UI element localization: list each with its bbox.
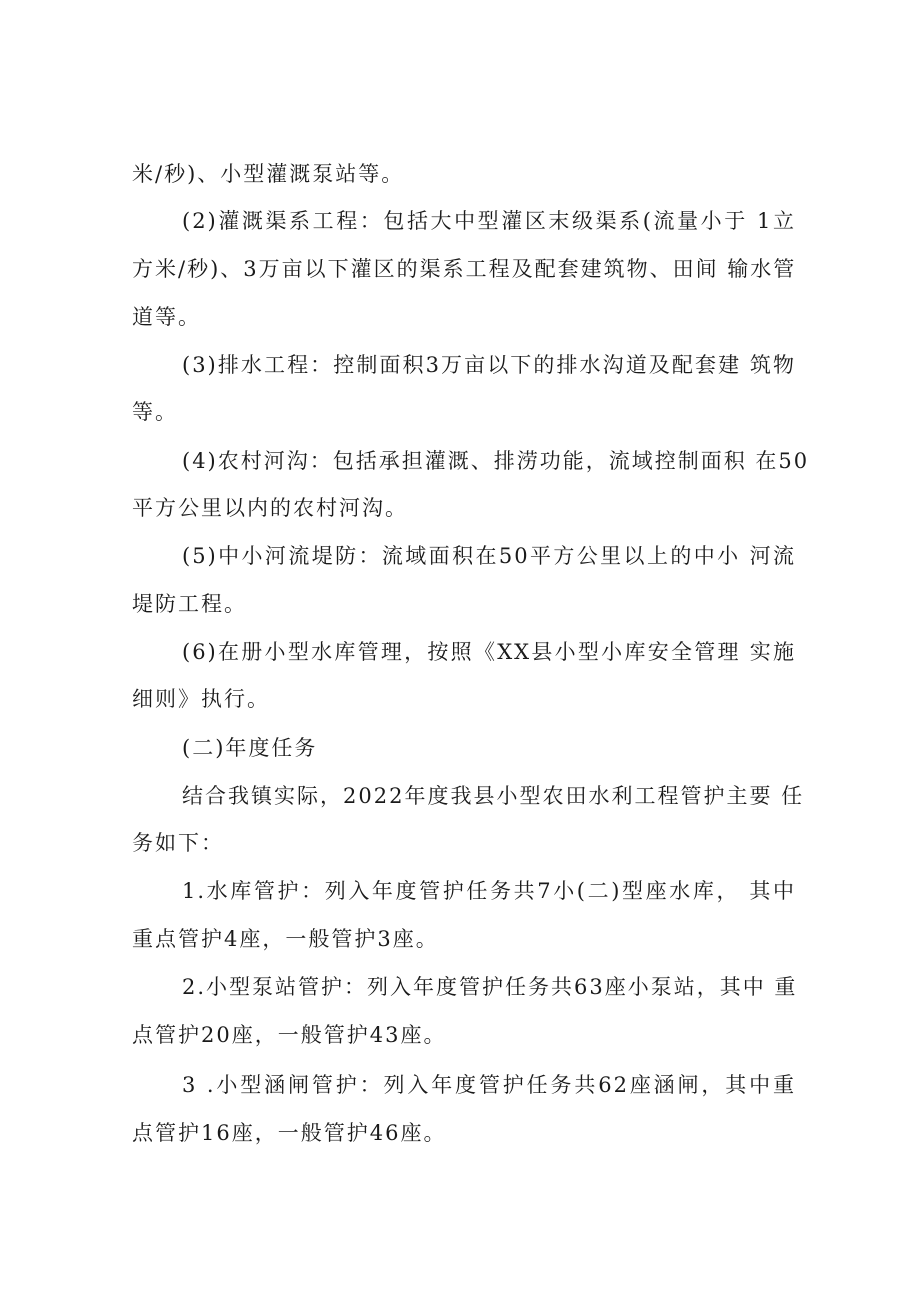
text-line: 点管护20座，一般管护43座。 [132, 1023, 447, 1047]
text-line: 米/秒)、小型灌溉泵站等。 [132, 162, 405, 186]
section-heading: (二)年度任务 [182, 736, 318, 760]
text-line: (6)在册小型水库管理，按照《XX县小型小库安全管理 实施 [182, 640, 796, 664]
text-line: 平方公里以内的农村河沟。 [132, 496, 408, 520]
text-line: 道等。 [132, 305, 201, 329]
text-line: (3)排水工程：控制面积3万亩以下的排水沟道及配套建 筑物 [182, 353, 796, 377]
text-line: 方米/秒)、3万亩以下灌区的渠系工程及配套建筑物、田间 输水管 [132, 257, 797, 281]
text-line: 1.水库管护：列入年度管护任务共7小(二)型座水库， 其中 [182, 879, 796, 903]
text-line: 3 .小型涵闸管护：列入年度管护任务共62座涵闸，其中重 [182, 1073, 796, 1097]
text-line: 点管护16座，一般管护46座。 [132, 1121, 447, 1145]
text-line: 务如下： [132, 831, 224, 855]
text-line: 堤防工程。 [132, 592, 247, 616]
text-line: (5)中小河流堤防：流域面积在50平方公里以上的中小 河流 [182, 544, 796, 568]
text-line: 结合我镇实际，2022年度我县小型农田水利工程管护主要 任 [182, 784, 805, 808]
text-line: 细则》执行。 [132, 687, 270, 711]
text-line: 2.小型泵站管护：列入年度管护任务共63座小泵站，其中 重 [182, 975, 798, 999]
text-line: (2)灌溉渠系工程：包括大中型灌区末级渠系(流量小于 1立 [182, 209, 796, 233]
text-line: (4)农村河沟：包括承担灌溉、排涝功能，流域控制面积 在50 [182, 449, 810, 473]
text-line: 等。 [132, 400, 178, 424]
text-line: 重点管护4座，一般管护3座。 [132, 927, 439, 951]
